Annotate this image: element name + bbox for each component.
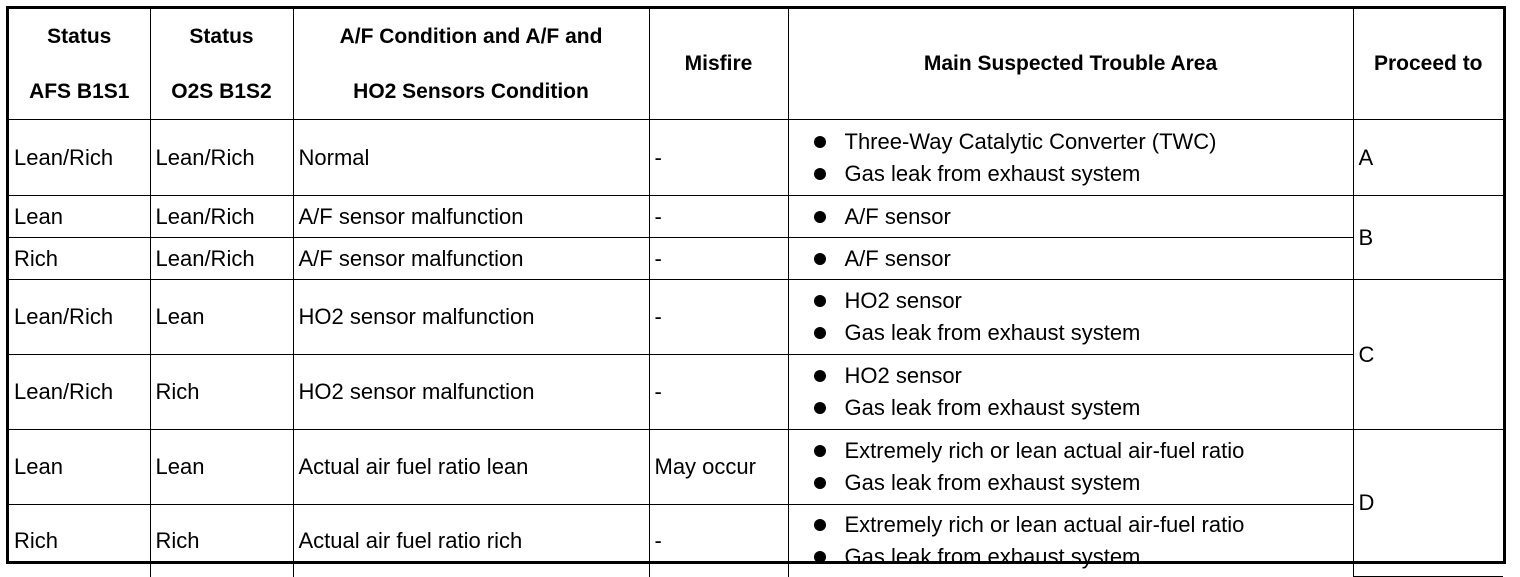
misfire-cell: - [649, 355, 788, 430]
misfire-cell: - [649, 505, 788, 577]
bullet-dot-icon [814, 519, 826, 531]
table-frame [6, 6, 1506, 569]
list-item: Gas leak from exhaust system [813, 158, 1353, 190]
bullet-dot-icon [814, 168, 826, 180]
bullet-dot-icon [814, 211, 826, 223]
trouble-area-cell [788, 196, 1353, 238]
list-item: Gas leak from exhaust system [813, 317, 1353, 349]
list-item: A/F sensor [813, 243, 1353, 275]
header-condition: A/F Condition and A/F and HO2 Sensors Condition [293, 9, 649, 120]
header-trouble-area: Main Suspected Trouble Area [788, 9, 1353, 120]
afs-cell: Lean/Rich [9, 355, 150, 430]
header-o2s-status: Status O2S B1S2 [150, 9, 293, 120]
bullet-dot-icon [814, 136, 826, 148]
condition-cell: HO2 sensor malfunction [293, 280, 649, 355]
list-item: Gas leak from exhaust system [813, 541, 1353, 573]
list-item: HO2 sensor [813, 285, 1353, 317]
o2s-cell: Lean [150, 430, 293, 505]
bullet-dot-icon [814, 253, 826, 265]
o2s-cell: Rich [150, 505, 293, 577]
misfire-cell: - [649, 120, 788, 196]
condition-cell: Actual air fuel ratio rich [293, 505, 649, 577]
condition-cell: Normal [293, 120, 649, 196]
trouble-area-cell [788, 355, 1353, 430]
afs-cell: Lean/Rich [9, 120, 150, 196]
o2s-cell: Lean [150, 280, 293, 355]
list-item: A/F sensor [813, 201, 1353, 233]
afs-cell: Rich [9, 505, 150, 577]
condition-cell: A/F sensor malfunction [293, 196, 649, 238]
list-item: Extremely rich or lean actual air-fuel ratio [813, 509, 1353, 541]
list-item: Extremely rich or lean actual air-fuel ratio [813, 435, 1353, 467]
list-item: Three-Way Catalytic Converter (TWC) [813, 126, 1353, 158]
proceed-cell: A [1353, 120, 1503, 196]
table-row [9, 280, 1503, 355]
table-row [9, 196, 1503, 238]
afs-cell: Lean/Rich [9, 280, 150, 355]
misfire-cell: May occur [649, 430, 788, 505]
condition-cell: HO2 sensor malfunction [293, 355, 649, 430]
bullet-dot-icon [814, 402, 826, 414]
bullet-dot-icon [814, 445, 826, 457]
condition-cell: A/F sensor malfunction [293, 238, 649, 280]
header-row [9, 9, 1503, 120]
table-row [9, 430, 1503, 505]
table-row [9, 505, 1503, 577]
header-proceed: Proceed to [1353, 9, 1503, 120]
list-item: Gas leak from exhaust system [813, 392, 1353, 424]
diagnosis-table [9, 9, 1503, 577]
misfire-cell: - [649, 238, 788, 280]
trouble-area-cell [788, 505, 1353, 577]
trouble-area-cell [788, 430, 1353, 505]
table-row [9, 355, 1503, 430]
trouble-area-cell [788, 120, 1353, 196]
trouble-area-cell [788, 238, 1353, 280]
bullet-dot-icon [814, 551, 826, 563]
header-afs-status: Status AFS B1S1 [9, 9, 150, 120]
afs-cell: Lean [9, 430, 150, 505]
table-row [9, 120, 1503, 196]
trouble-area-cell [788, 280, 1353, 355]
list-item: HO2 sensor [813, 360, 1353, 392]
o2s-cell: Lean/Rich [150, 238, 293, 280]
proceed-cell: D [1353, 430, 1503, 577]
o2s-cell: Rich [150, 355, 293, 430]
o2s-cell: Lean/Rich [150, 196, 293, 238]
bullet-dot-icon [814, 327, 826, 339]
table-row [9, 238, 1503, 280]
condition-cell: Actual air fuel ratio lean [293, 430, 649, 505]
proceed-cell: C [1353, 280, 1503, 430]
misfire-cell: - [649, 196, 788, 238]
afs-cell: Rich [9, 238, 150, 280]
header-misfire: Misfire [649, 9, 788, 120]
proceed-cell: B [1353, 196, 1503, 280]
bullet-dot-icon [814, 295, 826, 307]
list-item: Gas leak from exhaust system [813, 467, 1353, 499]
misfire-cell: - [649, 280, 788, 355]
bullet-dot-icon [814, 370, 826, 382]
bullet-dot-icon [814, 477, 826, 489]
o2s-cell: Lean/Rich [150, 120, 293, 196]
afs-cell: Lean [9, 196, 150, 238]
